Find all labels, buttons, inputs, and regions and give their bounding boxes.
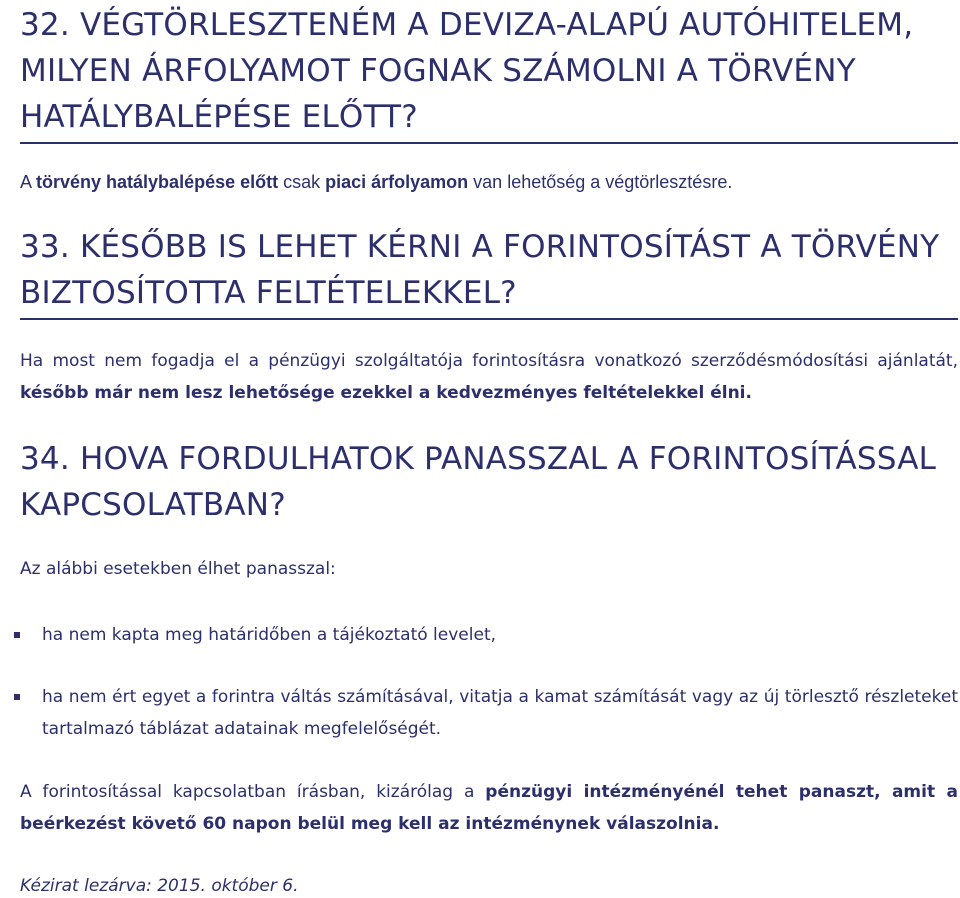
square-bullet-icon [14, 632, 20, 638]
text-run-bold: piaci árfolyamon [325, 172, 469, 192]
list-item [20, 619, 958, 651]
list-item-text: ha nem ért egyet a forintra váltás számításával, vitatja a kamat számítását vagy az új törlesztő részleteket tartalmazó táblázat adatainak megfelelőségét. [42, 687, 958, 739]
section-34-intro: Az alábbi esetekben élhet panasszal: [20, 559, 336, 579]
section-33 [20, 224, 958, 320]
list-item [20, 681, 958, 745]
section-32-divider [20, 142, 958, 144]
section-34 [20, 436, 958, 528]
square-bullet-icon [14, 694, 20, 700]
bullet-list-1 [20, 619, 958, 651]
text-run: A forintosítással kapcsolatban írásban, kizárólag a [20, 782, 486, 802]
text-run-bold: később már nem lesz lehetősége ezekkel a kedvezményes feltételekkel élni. [20, 383, 752, 403]
list-item-text: ha nem kapta meg határidőben a tájékoztató levelet, [42, 625, 497, 645]
text-run: Ha most nem fogadja el a pénzügyi szolgáltatója forintosításra vonatkozó szerződésmódosítási ajánlatát, [20, 351, 958, 371]
section-33-heading: 33. KÉSŐBB IS LEHET KÉRNI A FORINTOSÍTÁST A TÖRVÉNY BIZTOSÍTOTTA FELTÉTELEKKEL? [20, 229, 940, 311]
section-33-divider [20, 318, 958, 320]
section-34-closing [20, 776, 958, 840]
text-run: A [20, 172, 37, 192]
section-33-text [20, 345, 958, 409]
section-32-text [20, 170, 732, 194]
text-run-bold: pénzügyi intézményénél tehet panaszt, amit a beérkezést követő 60 napon belül meg kell az intézménynek válaszolnia. [20, 782, 958, 834]
manuscript-closed-note: Kézirat lezárva: 2015. október 6. [20, 876, 299, 896]
section-34-heading: 34. HOVA FORDULHATOK PANASSZAL A FORINTOSÍTÁSSAL KAPCSOLATBAN? [20, 441, 937, 523]
text-run: csak [278, 172, 326, 192]
section-32-heading: 32. VÉGTÖRLESZTENÉM A DEVIZA-ALAPÚ AUTÓHITELEM, MILYEN ÁRFOLYAMOT FOGNAK SZÁMOLNI A TÖRVÉNY HATÁLYBALÉPÉSE ELŐTT? [20, 7, 914, 135]
section-32 [20, 2, 958, 144]
bullet-list-2 [20, 681, 958, 745]
text-run: van lehetőség a végtörlesztésre. [468, 172, 733, 192]
text-run-bold: törvény hatálybalépése előtt [36, 172, 279, 192]
